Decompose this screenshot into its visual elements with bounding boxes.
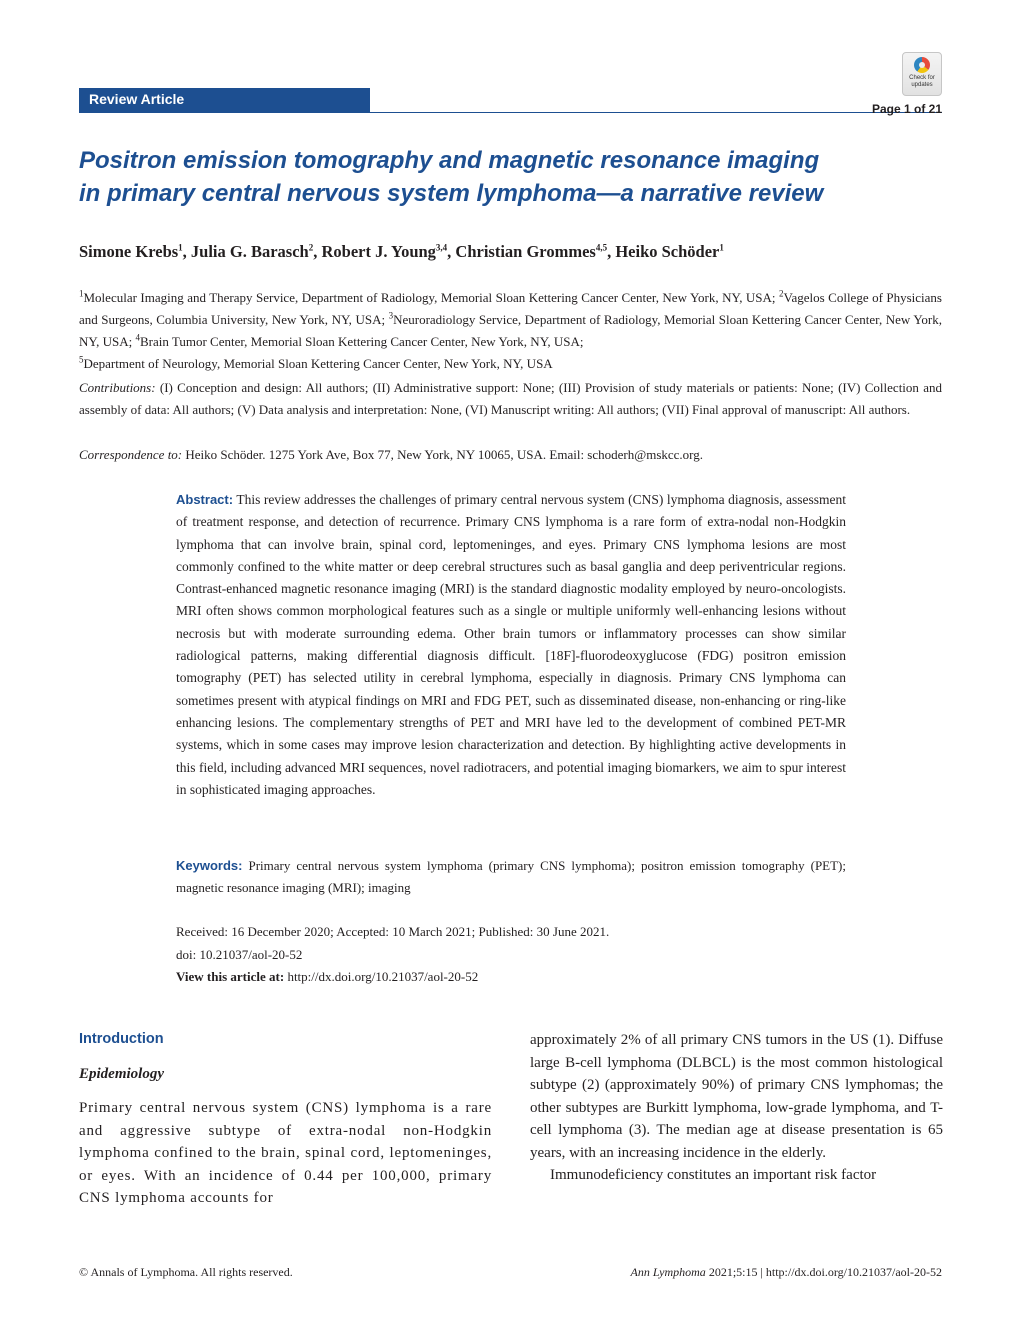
view-article — [176, 969, 478, 985]
check-for-updates-label: Check for updates — [909, 75, 935, 88]
publication-dates: Received: 16 December 2020; Accepted: 10 March 2021; Published: 30 June 2021. — [176, 924, 610, 939]
keywords — [176, 855, 846, 899]
subsection-heading-epidemiology: Epidemiology — [79, 1066, 164, 1082]
author-name: Simone Krebs — [79, 242, 179, 261]
check-for-updates-button[interactable] — [902, 52, 942, 96]
contributions-label: Contributions: — [79, 380, 156, 395]
abstract-label: Abstract: — [176, 492, 234, 507]
keywords-text: Primary central nervous system lymphoma (primary CNS lymphoma); positron emission tomography (PET); magnetic resonance imaging (MRI); imaging — [176, 858, 846, 895]
intro-right-column — [530, 1029, 943, 1187]
doi: doi: 10.21037/aol-20-52 — [176, 947, 303, 962]
article-title: Positron emission tomography and magnetic resonance imaging in primary central nervous system lymphoma—a narrative review — [79, 147, 824, 207]
journal-name: Ann Lymphoma — [630, 1265, 706, 1279]
contributions: Contributions: (I) Conception and design: All authors; (II) Administrative support: None; (III) Provision of study materials or patients: None; (IV) Collection and assembly of data: All authors; (V) Data analysis and interpretation: None, (VI) Manuscript writing: All authors; (VII) Final approval of manuscript: All authors. — [79, 380, 942, 417]
abstract — [176, 489, 846, 801]
paragraph: Immunodeficiency constitutes an important risk factor — [550, 1167, 877, 1183]
keywords-label: Keywords: — [176, 858, 243, 873]
article-type-badge — [79, 88, 370, 112]
author-list: Simone Krebs$^1$, Julia G. Barasch$^2$, Robert J. Young$^{3,4}$, Christian Grommes$^{4,5}$, Heiko Schöder$^1$ — [79, 242, 724, 261]
correspondence: Correspondence to: Heiko Schöder. 1275 York Ave, Box 77, New York, NY 10065, USA. Email: schoderh@mskcc.org. — [79, 447, 704, 462]
view-article-link[interactable]: http://dx.doi.org/10.21037/aol-20-52 — [284, 969, 479, 984]
paragraph: approximately 2% of all primary CNS tumors in the US (1). Diffuse large B-cell lymphoma (DLBCL) is the most common histological subtype (2) (approximately 90%) of primary CNS lymphomas; the other subtypes are Burkitt lymphoma, low-grade lymphoma, and T-cell lymphoma (3). The median age at disease presentation is 65 years, with an increasing incidence in the elderly. — [530, 1032, 943, 1161]
correspondence-label: Correspondence to: — [79, 447, 183, 462]
affiliations: $^1$Molecular Imaging and Therapy Service, Department of Radiology, Memorial Sloan Kettering Cancer Center, New York, NY, USA; $^2$Vagelos College of Physicians and Surgeons, Columbia University, New York, NY, USA; $^3$Neuroradiology Service, Department of Radiology, Memorial Sloan Kettering Cancer Center, New York, NY, USA; $^4$Brain Tumor Center, Memorial Sloan Kettering Cancer Center, New York, NY, USA; $^5$Department of Neurology, Memorial Sloan Kettering Cancer Center, New York, NY, USA — [79, 288, 942, 371]
article-type-label: Review Article — [89, 91, 185, 107]
intro-left-column: Primary central nervous system (CNS) lymphoma is a rare and aggressive subtype of extra-nodal non-Hodgkin lymphoma confined to the brain, spinal cord, leptomeninges, or eyes. With an incidence of 0.44 per 100,000, primary CNS lymphoma accounts for — [79, 1100, 492, 1206]
section-heading-introduction: Introduction — [79, 1031, 164, 1047]
author-name: Robert J. Young — [321, 242, 436, 261]
author-name: Julia G. Barasch — [190, 242, 309, 261]
header-rule — [79, 112, 942, 113]
crossmark-icon — [914, 57, 930, 73]
citation-footer: Ann Lymphoma 2021;5:15 | http://dx.doi.org/10.21037/aol-20-52 — [630, 1265, 942, 1279]
page-number: Page 1 of 21 — [871, 102, 942, 116]
view-article-label: View this article at: — [176, 969, 285, 984]
abstract-text: This review addresses the challenges of primary central nervous system (CNS) lymphoma diagnosis, assessment of treatment response, and detection of recurrence. Primary CNS lymphoma is a rare form of extra-nodal non-Hodgkin lymphoma that can involve brain, spinal cord, leptomeninges, and eyes. Primary CNS lymphoma lesions are most commonly confined to the white matter or deep cerebral structures such as basal ganglia and deep periventricular regions. Contrast-enhanced magnetic resonance imaging (MRI) is the standard diagnostic modality employed by neuro-oncologists. MRI often shows common morphological features such as a single or multiple uniformly well-enhancing lesions without necrosis but with moderate surrounding edema. Other brain tumors or inflammatory processes can show similar radiological patterns, making differential diagnosis difficult. [18F]-fluorodeoxyglucose (FDG) positron emission tomography (PET) has selected utility in cerebral lymphoma, especially in diagnosis. Primary CNS lymphoma can sometimes present with atypical findings on MRI and FDG PET, such as disseminated disease, non-enhancing or ring-like enhancing lesions. The complementary strengths of PET and MRI have led to the development of combined PET-MR systems, which in some cases may improve lesion characterization and detection. By highlighting active developments in this field, including advanced MRI sequences, novel radiotracers, and potential imaging biomarkers, we aim to spur interest in sophisticated imaging approaches. — [176, 492, 846, 797]
author-name: Christian Grommes — [455, 242, 596, 261]
author-name: Heiko Schöder — [615, 242, 720, 261]
copyright-notice: © Annals of Lymphoma. All rights reserved. — [79, 1265, 293, 1279]
